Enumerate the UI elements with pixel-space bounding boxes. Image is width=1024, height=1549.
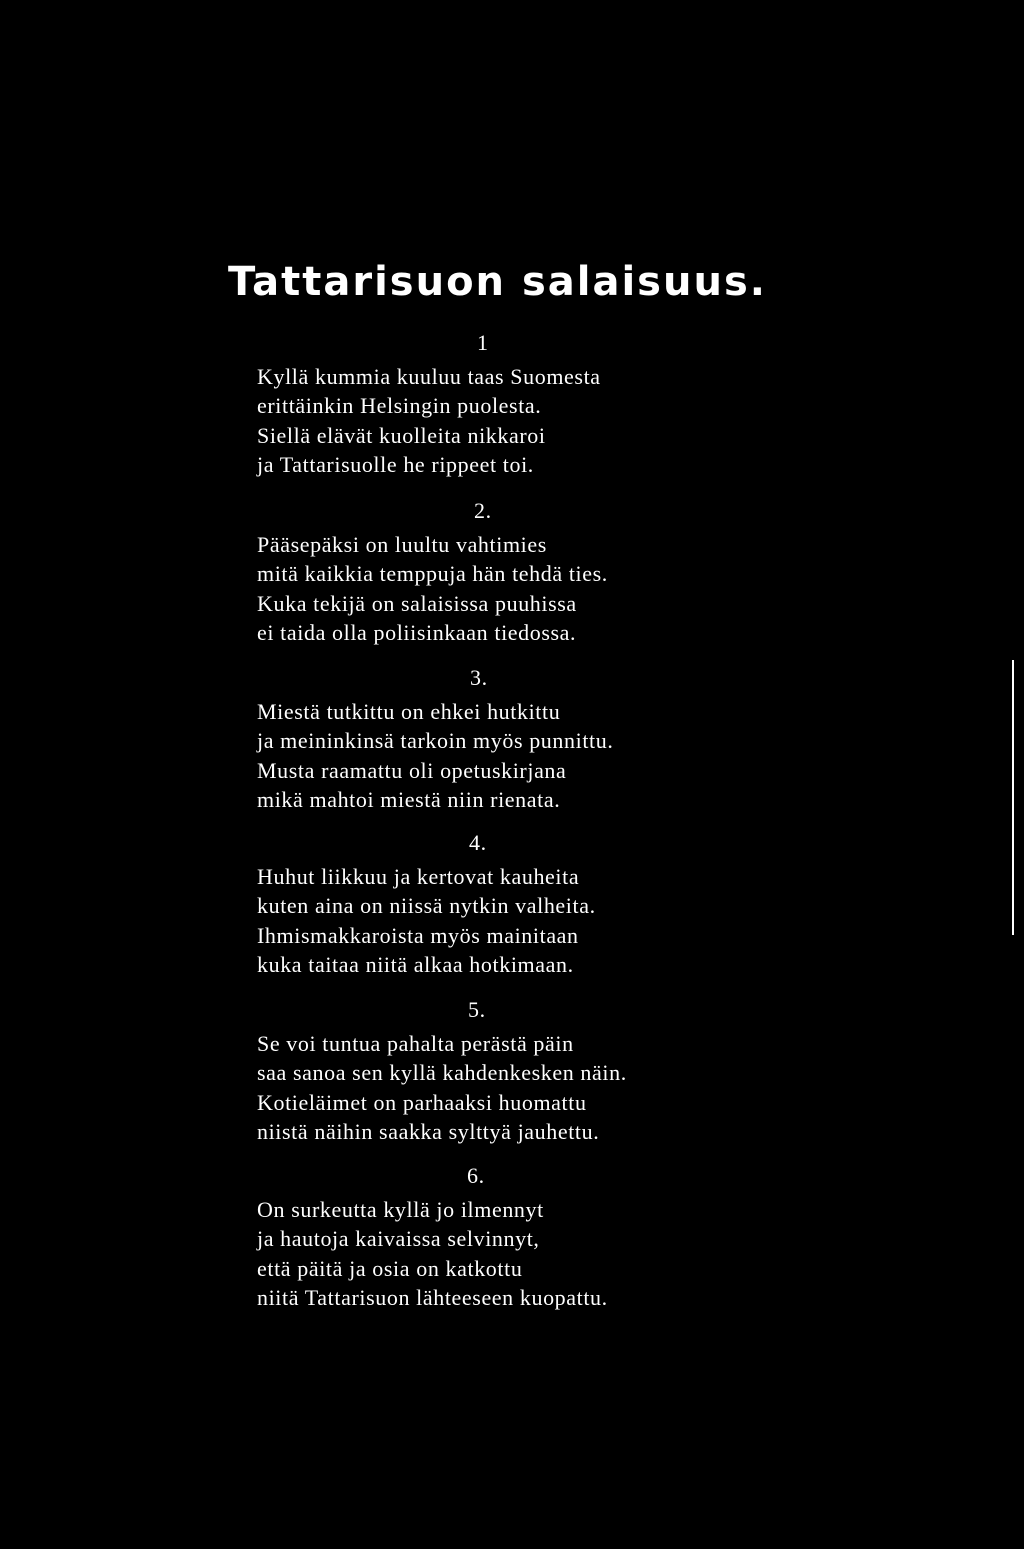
verse-line: saa sanoa sen kyllä kahdenkesken näin. (257, 1060, 627, 1085)
stanza-number: 6. (467, 1163, 485, 1188)
verse-line: Miestä tutkittu on ehkei hutkittu (257, 698, 561, 724)
verse-line: mikä mahtoi miestä niin rienata. (257, 787, 561, 812)
poem-title: Tattarisuon salaisuus. (228, 259, 767, 305)
stanza-5 (257, 995, 707, 1147)
stanza-6 (257, 1161, 707, 1313)
verse-line: niitä Tattarisuon lähteeseen kuopattu. (257, 1285, 608, 1310)
stanza-number: 3. (470, 665, 488, 690)
stanza-number: 2. (474, 498, 492, 523)
verse-line: ja hautoja kaivaissa selvinnyt, (257, 1226, 540, 1251)
verse-line: kuten aina on niissä nytkin valheita. (257, 893, 596, 918)
verse-line: Kuka tekijä on salaisissa puuhissa (257, 590, 577, 616)
verse-line: Pääsepäksi on luultu vahtimies (257, 531, 547, 557)
verse-line: kuka taitaa niitä alkaa hotkimaan. (257, 952, 574, 977)
verse-line: niistä näihin saakka sylttyä jauhettu. (257, 1119, 600, 1144)
verse-line: Kyllä kummia kuuluu taas Suomesta (257, 363, 601, 389)
verse-line: Musta raamattu oli opetuskirjana (257, 757, 567, 783)
page-edge-line (1012, 660, 1014, 935)
verse-line: Kotieläimet on parhaaksi huomattu (257, 1089, 587, 1115)
verse-line: ja Tattarisuolle he rippeet toi. (257, 452, 534, 477)
verse-line: Huhut liikkuu ja kertovat kauheita (257, 863, 580, 889)
verse-line: On surkeutta kyllä jo ilmennyt (257, 1196, 544, 1222)
verse-line: ei taida olla poliisinkaan tiedossa. (257, 620, 577, 645)
stanza-3 (257, 663, 707, 815)
verse-line: erittäinkin Helsingin puolesta. (257, 393, 542, 418)
verse-line: että päitä ja osia on katkottu (257, 1255, 523, 1281)
stanza-1 (257, 328, 707, 480)
stanza-number: 5. (468, 997, 486, 1022)
verse-line: Siellä elävät kuolleita nikkaroi (257, 422, 546, 448)
verse-line: Ihmismakkaroista myös mainitaan (257, 922, 579, 948)
verse-line: Se voi tuntua pahalta perästä päin (257, 1030, 574, 1056)
stanza-4 (257, 828, 707, 980)
stanza-2 (257, 496, 707, 648)
stanza-number: 4. (469, 830, 487, 855)
verse-line: ja meininkinsä tarkoin myös punnittu. (257, 728, 614, 753)
stanza-number: 1 (477, 330, 489, 355)
verse-line: mitä kaikkia temppuja hän tehdä ties. (257, 561, 608, 586)
